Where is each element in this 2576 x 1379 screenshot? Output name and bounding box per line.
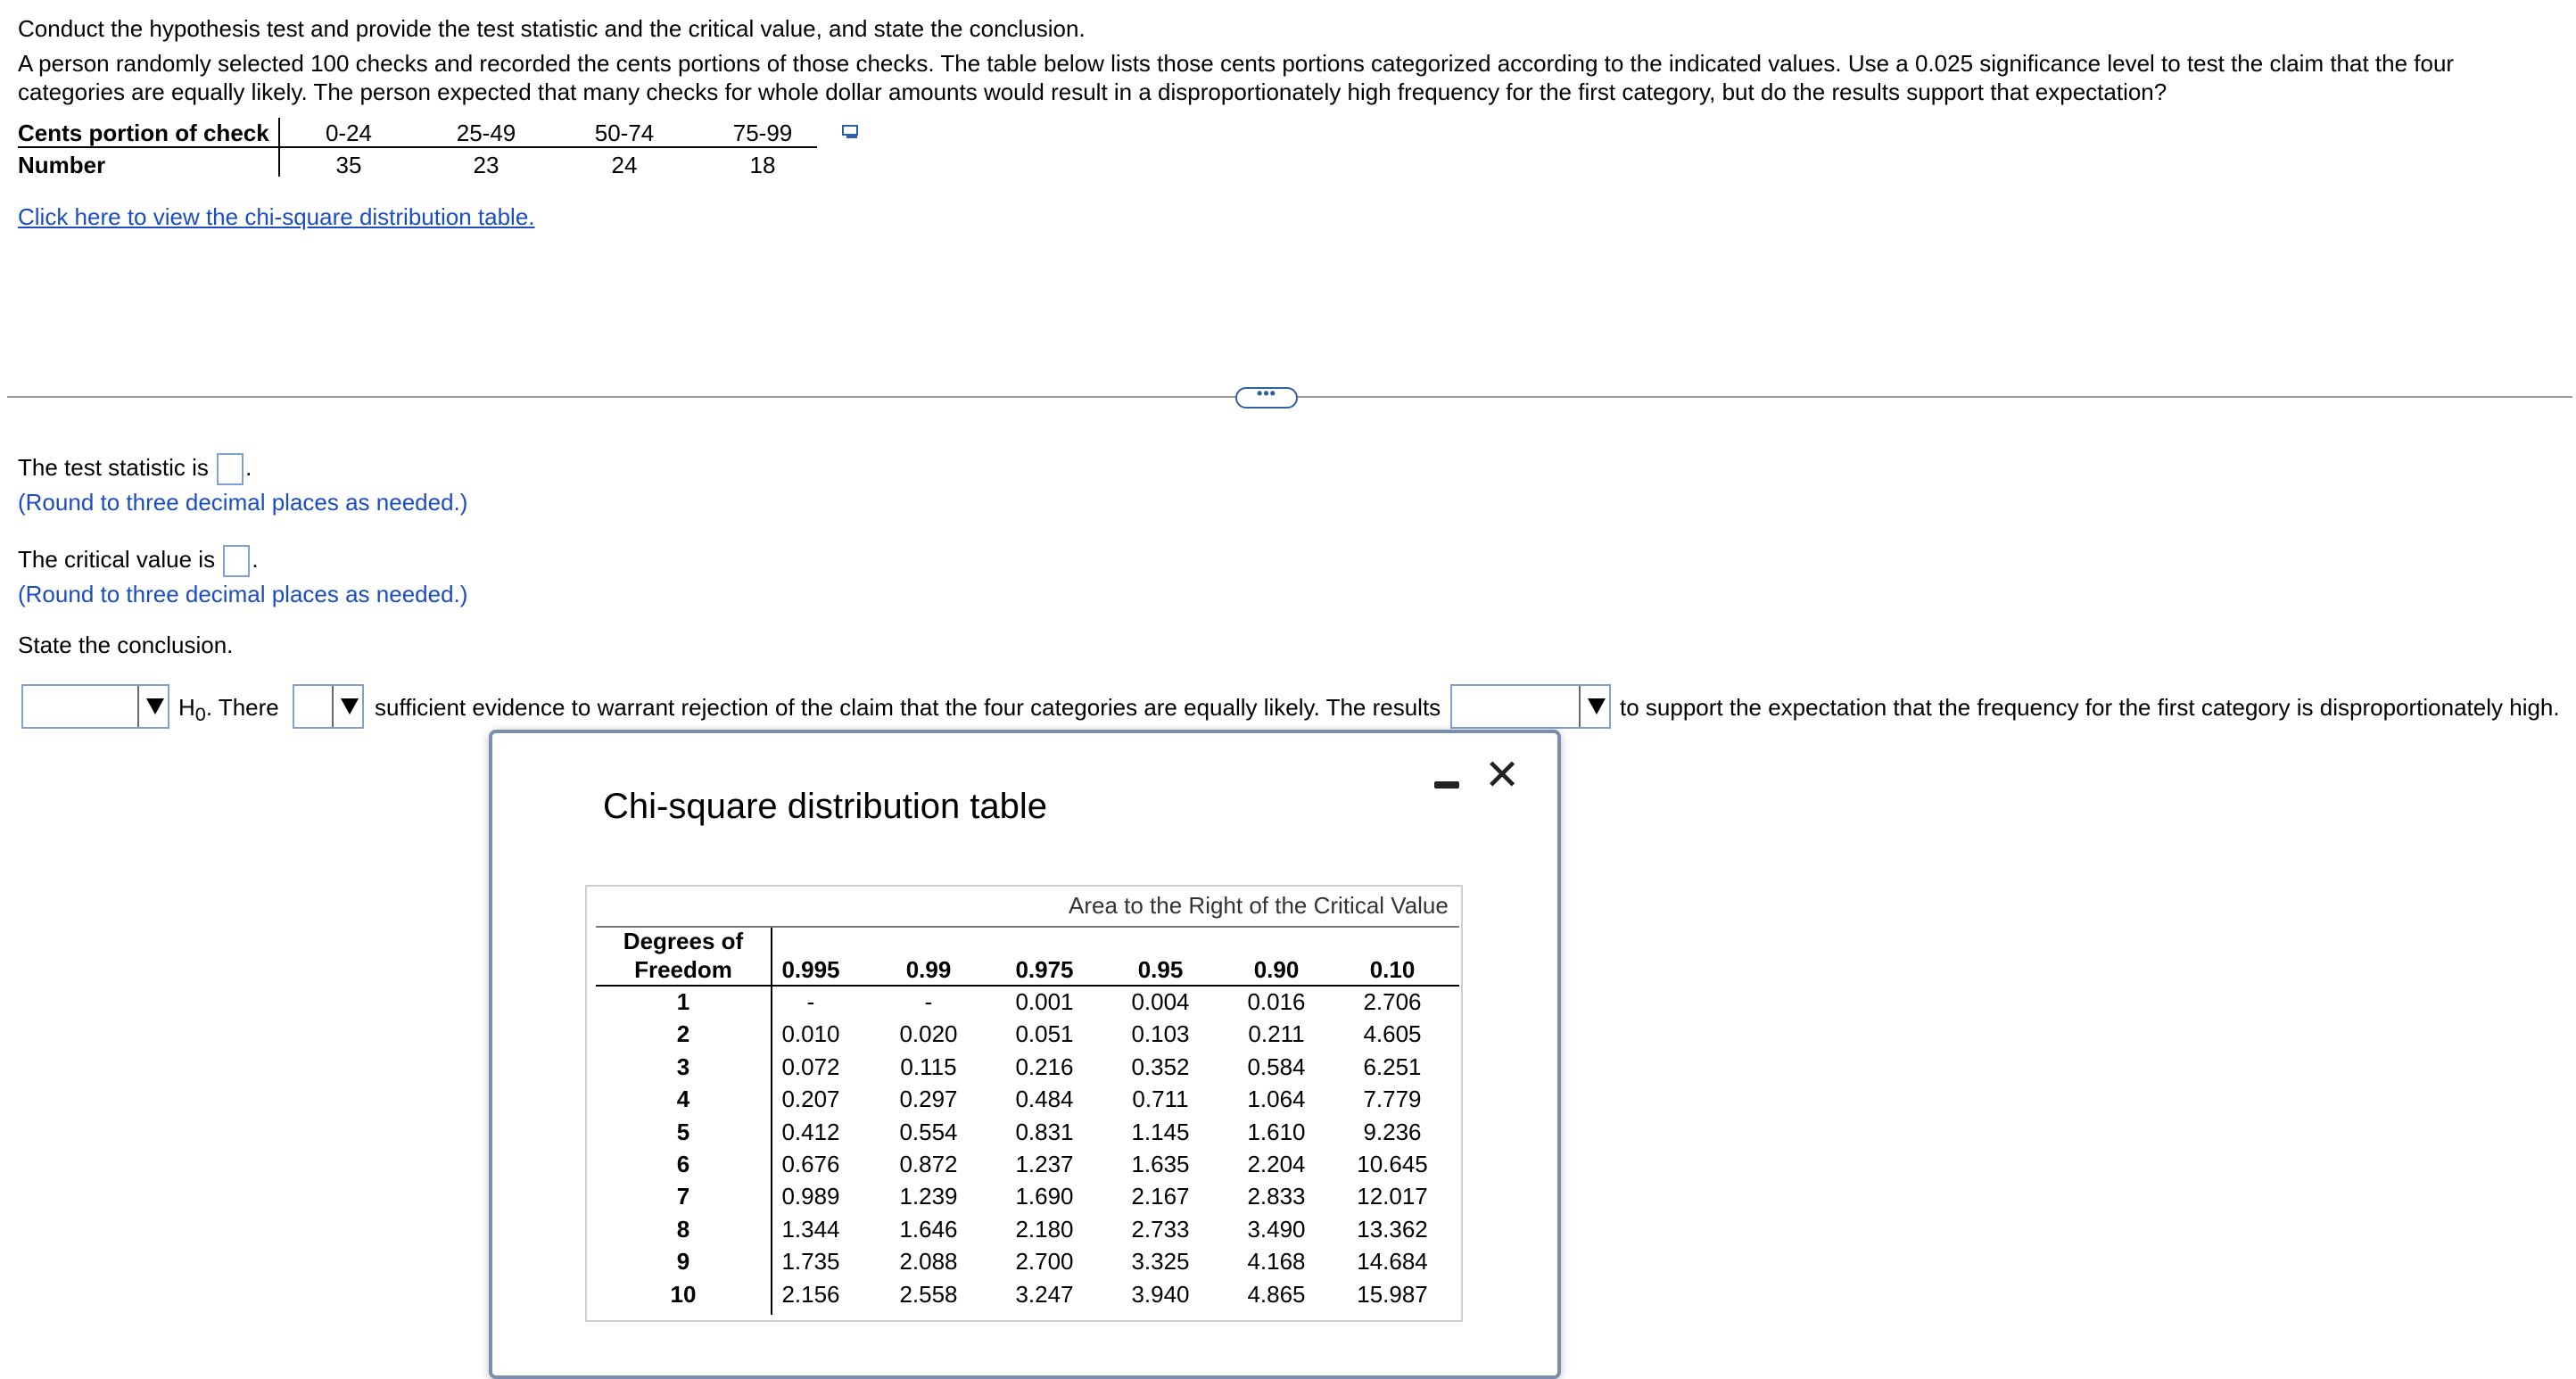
value-cell: 3.325 [1131, 1248, 1190, 1276]
table-row [596, 988, 1459, 1020]
dof-cell: 5 [676, 1118, 690, 1145]
value-cell: 2.558 [899, 1280, 958, 1308]
critical-value-label: The critical value is [18, 545, 216, 573]
value-cell: 9.236 [1363, 1118, 1422, 1145]
test-statistic-label: The test statistic is [18, 453, 209, 481]
table-row [596, 1183, 1459, 1215]
value-cell: 2.180 [1015, 1215, 1074, 1243]
minimize-icon[interactable] [1434, 781, 1459, 789]
value-cell: 7.779 [1363, 1086, 1422, 1113]
dropdown-arrow-icon[interactable] [332, 686, 362, 727]
chi-square-table [585, 885, 1463, 1322]
value-cell: 1.145 [1131, 1118, 1190, 1145]
critical-value-hint: (Round to three decimal places as needed.) [18, 581, 468, 607]
value-cell: 0.711 [1132, 1086, 1189, 1113]
value-cell: 0.001 [1015, 988, 1074, 1015]
dof-cell: 8 [676, 1215, 690, 1243]
value-cell: 0.554 [899, 1118, 958, 1145]
table-header-rule [596, 985, 1459, 987]
problem-text-line-2: categories are equally likely. The person expected that many checks for whole dollar amounts would result in a disproportionately high frequency for the first category, but do the results support that expectation? [18, 78, 2167, 105]
value-cell: 0.103 [1131, 1020, 1190, 1048]
value-cell: 0.676 [781, 1151, 840, 1177]
support-dropdown[interactable] [1450, 684, 1611, 729]
count-cell: 35 [335, 152, 362, 178]
value-cell: 0.352 [1131, 1053, 1190, 1080]
column-header: 0.975 [1015, 956, 1074, 983]
dof-cell: 9 [676, 1248, 690, 1276]
dof-header-line-2: Freedom [634, 956, 732, 983]
critical-value-input[interactable] [223, 545, 250, 577]
test-statistic-row: The test statistic is . [18, 453, 252, 485]
area-header: Area to the Right of the Critical Value [1069, 892, 1449, 919]
h0-subscript: 0 [194, 703, 206, 726]
value-cell: 1.735 [781, 1248, 840, 1276]
dof-cell: 3 [676, 1053, 690, 1080]
count-cell: 23 [473, 152, 500, 178]
close-icon[interactable]: ✕ [1484, 752, 1521, 799]
instruction-text: Conduct the hypothesis test and provide the test statistic and the critical value, and state the conclusion. [18, 15, 1086, 42]
value-cell: 2.833 [1247, 1183, 1306, 1210]
column-header: 0.995 [781, 956, 840, 983]
table-row [596, 1216, 1459, 1248]
dof-cell: 10 [670, 1280, 697, 1308]
dof-header-line-1: Degrees of [623, 928, 744, 954]
value-cell: 0.072 [781, 1053, 840, 1080]
value-cell: - [924, 988, 933, 1015]
value-cell: 0.872 [899, 1151, 958, 1177]
more-button[interactable]: ••• [1235, 387, 1298, 409]
conclusion-middle-text: sufficient evidence to warrant rejection of the claim that the four categories are equally likely. The results [375, 694, 1441, 721]
value-cell: 10.645 [1357, 1151, 1428, 1177]
value-cell: 13.362 [1357, 1215, 1428, 1243]
value-cell: 4.168 [1247, 1248, 1306, 1276]
category-cell: 50-74 [594, 120, 655, 146]
value-cell: 4.865 [1247, 1280, 1306, 1308]
value-cell: 0.010 [781, 1020, 840, 1048]
column-header: 0.90 [1253, 956, 1300, 983]
reject-decision-dropdown[interactable] [21, 684, 169, 729]
value-cell: 3.490 [1247, 1215, 1306, 1243]
value-cell: 2.204 [1247, 1151, 1306, 1177]
value-cell: 2.167 [1131, 1183, 1190, 1210]
popout-icon[interactable] [842, 125, 860, 139]
table-row [596, 1248, 1459, 1280]
chi-square-dialog [489, 730, 1561, 1379]
value-cell: 12.017 [1357, 1183, 1428, 1210]
value-cell: 0.216 [1015, 1053, 1074, 1080]
value-cell: 0.584 [1247, 1053, 1306, 1080]
chi-square-table-link[interactable]: Click here to view the chi-square distribution table. [18, 203, 535, 230]
table-row [596, 1086, 1459, 1118]
table-row [596, 1119, 1459, 1151]
value-cell: 1.239 [899, 1183, 958, 1210]
table-row [596, 1020, 1459, 1053]
value-cell: 0.484 [1015, 1086, 1074, 1113]
table-row [596, 1151, 1459, 1183]
value-cell: 2.733 [1131, 1215, 1190, 1243]
dof-cell: 2 [676, 1020, 690, 1048]
dof-cell: 7 [676, 1183, 690, 1210]
category-cell: 25-49 [456, 120, 516, 146]
value-cell: 2.700 [1015, 1248, 1074, 1276]
category-cell: 75-99 [732, 120, 793, 146]
value-cell: 3.247 [1015, 1280, 1074, 1308]
value-cell: 0.412 [781, 1118, 840, 1145]
value-cell: 14.684 [1357, 1248, 1428, 1276]
value-cell: 0.115 [900, 1053, 957, 1080]
column-header: 0.10 [1369, 956, 1416, 983]
h0-text [178, 694, 279, 726]
value-cell: 0.004 [1131, 988, 1190, 1015]
dof-cell: 6 [676, 1151, 690, 1177]
table-row [596, 1281, 1459, 1313]
h0-after-text: . There [205, 694, 279, 721]
data-table [18, 116, 838, 180]
value-cell: 0.297 [899, 1086, 958, 1113]
value-cell: 0.989 [781, 1183, 840, 1210]
category-cell: 0-24 [325, 120, 373, 146]
dof-cell: 1 [676, 988, 690, 1015]
value-cell: 1.646 [899, 1215, 958, 1243]
evidence-dropdown[interactable] [293, 684, 364, 729]
dof-cell: 4 [676, 1086, 690, 1113]
column-header: 0.95 [1137, 956, 1184, 983]
value-cell: 2.156 [781, 1280, 840, 1308]
value-cell: 1.064 [1247, 1086, 1306, 1113]
test-statistic-hint: (Round to three decimal places as needed.) [18, 489, 468, 516]
value-cell: 3.940 [1131, 1280, 1190, 1308]
value-cell: 4.605 [1363, 1020, 1422, 1048]
count-cell: 24 [611, 152, 638, 178]
value-cell: 1.344 [781, 1215, 840, 1243]
value-cell: 6.251 [1363, 1053, 1422, 1080]
dialog-title: Chi-square distribution table [603, 787, 1048, 826]
count-cell: 18 [749, 152, 776, 178]
test-statistic-input[interactable] [217, 453, 244, 485]
value-cell: 0.211 [1248, 1020, 1305, 1048]
value-cell: 1.237 [1015, 1151, 1074, 1177]
value-cell: 0.207 [781, 1086, 840, 1113]
value-cell: 1.635 [1131, 1151, 1190, 1177]
value-cell: 2.088 [899, 1248, 958, 1276]
dropdown-arrow-icon[interactable] [1579, 686, 1609, 727]
problem-text-line-1: A person randomly selected 100 checks and recorded the cents portions of those checks. The table below lists those cents portions categorized according to the indicated values. Use a 0.025 significance level to test the claim that the four [18, 50, 2455, 77]
table-row [596, 1053, 1459, 1086]
row-label-number: Number [18, 152, 106, 178]
row-label-cents: Cents portion of check [18, 120, 269, 146]
value-cell: 0.016 [1247, 988, 1306, 1015]
table-horizontal-rule [18, 146, 817, 148]
column-header: 0.99 [905, 956, 952, 983]
value-cell: 1.690 [1015, 1183, 1074, 1210]
dropdown-arrow-icon[interactable] [137, 686, 168, 727]
value-cell: 0.020 [899, 1020, 958, 1048]
value-cell: - [806, 988, 815, 1015]
h0-letter: H [178, 694, 195, 721]
value-cell: 1.610 [1247, 1118, 1306, 1145]
state-conclusion-label: State the conclusion. [18, 632, 234, 658]
critical-value-row: The critical value is . [18, 545, 259, 577]
value-cell: 15.987 [1357, 1280, 1428, 1308]
value-cell: 0.051 [1015, 1020, 1074, 1048]
conclusion-end-text: to support the expectation that the frequency for the first category is disproportionately high. [1620, 694, 2560, 721]
value-cell: 2.706 [1363, 988, 1422, 1015]
value-cell: 0.831 [1015, 1118, 1074, 1145]
